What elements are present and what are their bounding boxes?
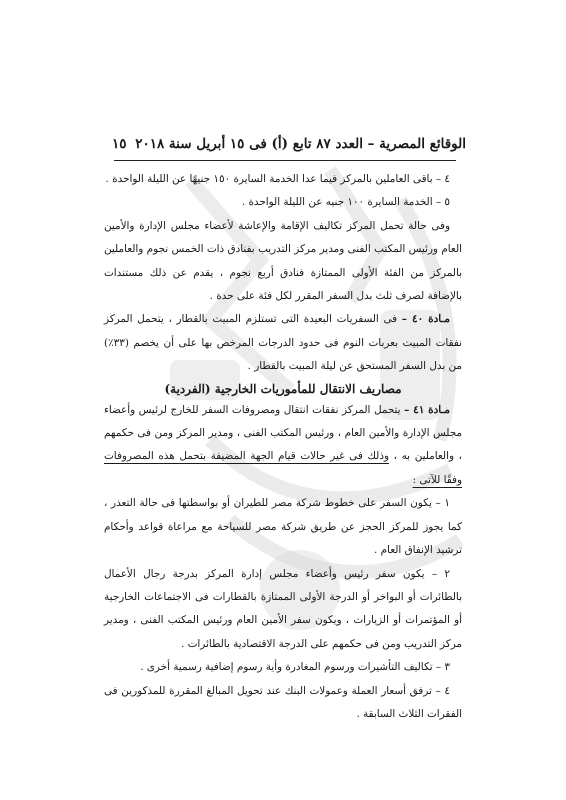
document-body (104, 168, 462, 726)
article-41 (104, 399, 462, 493)
article-41-text: يتحمل المركز نفقات انتقال ومصروفات السفر للخارج لرئيس وأعضاء مجلس الإدارة والأمين العام ، ورئيس المكتب الفنى ، ومدير المركز ومن فى حكمهم ، والعاملين به ، (104, 403, 462, 463)
list-item: ٢ – يكون سفر رئيس وأعضاء مجلس إدارة المركز بدرجة رجال الأعمال بالطائرات أو البواخر أو الدرجة الأولى الممتازة بالقطارات فى الاجتماعات الخارجية أو المؤتمرات أو الزيارات ، ويكون سفر الأمين العام ورئيس المكتب الفنى ، ومدير مركز التدريب ومن فى حكمهم على الدرجة الاقتصادية بالطائرات . (104, 567, 462, 650)
paragraph: ٥ – الخدمة السايرة ١٠٠ جنيه عن الليلة الواحدة . (241, 196, 450, 209)
list-item: ١ – يكون السفر على خطوط شركة مصر للطيران أو بواسطتها فى حالة التعذر ، كما يجوز للمركز الحجز عن طريق شركة مصر للسياحة مع مراعاة قواعد وأحكام ترشيد الإنفاق العام . (104, 497, 462, 557)
article-40-label: مـادة ٤٠ – (401, 313, 451, 326)
article-40-text: فى السفريات البعيدة التى تستلزم المبيت بالقطار ، يتحمل المركز نفقات المبيت بعربات النوم فى حدود الدرجات المرخص بها على أن يخصم (٣٣٪) من بدل السفر المستحق عن ليلة المبيت بالقطار . (104, 313, 462, 373)
page-number: ١٥ (112, 136, 127, 152)
page-header (112, 131, 466, 157)
section-title: مصاريف الانتقال للمأموريات الخارجية (الفردية) (164, 381, 402, 396)
paragraph: وفى حالة تحمل المركز تكاليف الإقامة والإعاشة لأعضاء مجلس الإدارة والأمين العام ورئيس المكتب الفنى ومدير مركز التدريب بفنادق ذات الخمس نجوم والعاملين بالمركز من الفئة الأولى الممتازة فنادق أربع نجوم ، يقدم عن ذلك مستندات بالإضافة لصرف ثلث بدل السفر المقرر لكل فئة على حدة . (104, 219, 462, 303)
article-41-label: مـادة ٤١ – (404, 403, 450, 416)
article-41-underlined-text: وذلك فى غير حالات قيام الجهة المضيفة بتحمل هذه المصروفات وفقًا للآتى : (104, 450, 462, 486)
article-40 (104, 308, 462, 378)
list-item: ٤ – ترفق أسعار العملة وعمولات البنك عند تحويل المبالغ المقررة للمذكورين فى الفقرات الثلاث السابقة . (104, 684, 462, 720)
paragraph: ٤ – باقى العاملين بالمركز فيما عدا الخدمة السايرة ١٥٠ جنيهًا عن الليلة الواحدة . (105, 173, 450, 185)
header-divider (114, 160, 456, 161)
list-item: ٣ – تكاليف التأشيرات ورسوم المغادرة وأية رسوم إضافية رسمية أخرى . (140, 661, 450, 674)
journal-title: الوقائع المصرية – العدد ٨٧ تابع (أ) فى ١٥ أبريل سنة ٢٠١٨ (135, 136, 466, 152)
